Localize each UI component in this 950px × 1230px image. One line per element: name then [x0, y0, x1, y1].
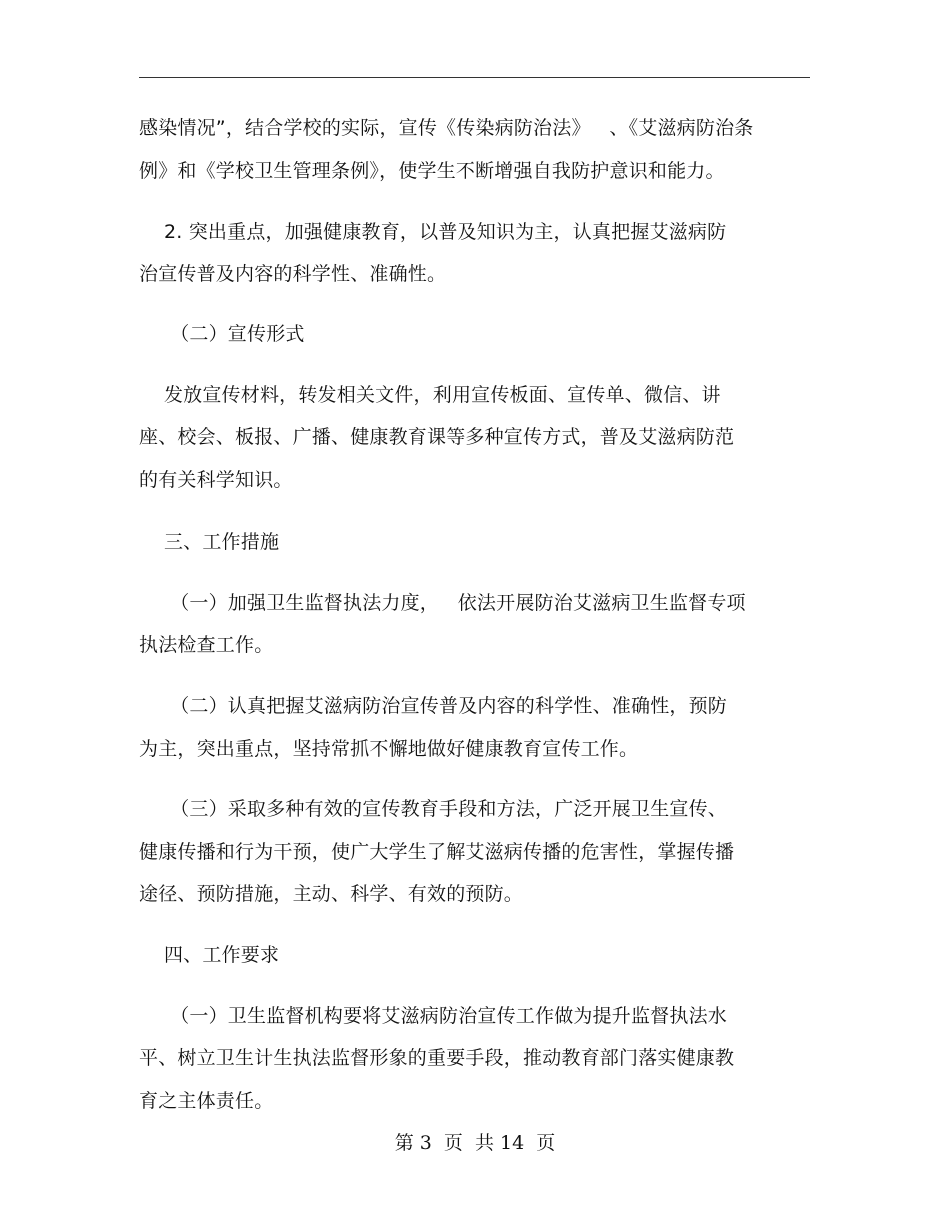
- body-line: 感染情况”，结合学校的实际，宣传《传染病防治法》 、《艾滋病防治条: [139, 117, 754, 139]
- body-line: 座、校会、板报、广播、健康教育课等多种宣传方式，普及艾滋病防范: [139, 426, 735, 448]
- section-heading: （二）宣传形式: [139, 323, 305, 345]
- body-line: （二）认真把握艾滋病防治宣传普及内容的科学性、准确性，预防: [139, 695, 727, 717]
- body-line: 健康传播和行为干预，使广大学生了解艾滋病传播的危害性，掌握传播: [139, 841, 735, 863]
- header-rule: [139, 77, 810, 78]
- body-line: 的有关科学知识。: [139, 469, 293, 491]
- page-footer: 第 3 页 共 14 页: [394, 1132, 556, 1154]
- body-line: （一）加强卫生监督执法力度， 依法开展防治艾滋病卫生监督专项: [139, 592, 746, 614]
- section-heading: 三、工作措施: [139, 531, 280, 553]
- body-line: （三）采取多种有效的宣传教育手段和方法，广泛开展卫生宣传、: [139, 798, 727, 820]
- body-line: 2. 突出重点，加强健康教育，以普及知识为主，认真把握艾滋病防: [139, 221, 727, 243]
- body-line: 执法检查工作。: [139, 634, 274, 656]
- body-line: （一）卫生监督机构要将艾滋病防治宣传工作做为提升监督执法水: [139, 1005, 727, 1027]
- body-line: 途径、预防措施，主动、科学、有效的预防。: [139, 883, 524, 905]
- body-line: 治宣传普及内容的科学性、准确性。: [139, 263, 447, 285]
- body-line: 育之主体责任。: [139, 1090, 274, 1112]
- body-line: 发放宣传材料，转发相关文件，利用宣传板面、宣传单、微信、讲: [139, 384, 721, 406]
- section-heading: 四、工作要求: [139, 944, 280, 966]
- body-line: 平、树立卫生计生执法监督形象的重要手段，推动教育部门落实健康教: [139, 1047, 735, 1069]
- body-line: 为主，突出重点，坚持常抓不懈地做好健康教育宣传工作。: [139, 738, 639, 760]
- body-line: 例》和《学校卫生管理条例》，使学生不断增强自我防护意识和能力。: [139, 160, 725, 182]
